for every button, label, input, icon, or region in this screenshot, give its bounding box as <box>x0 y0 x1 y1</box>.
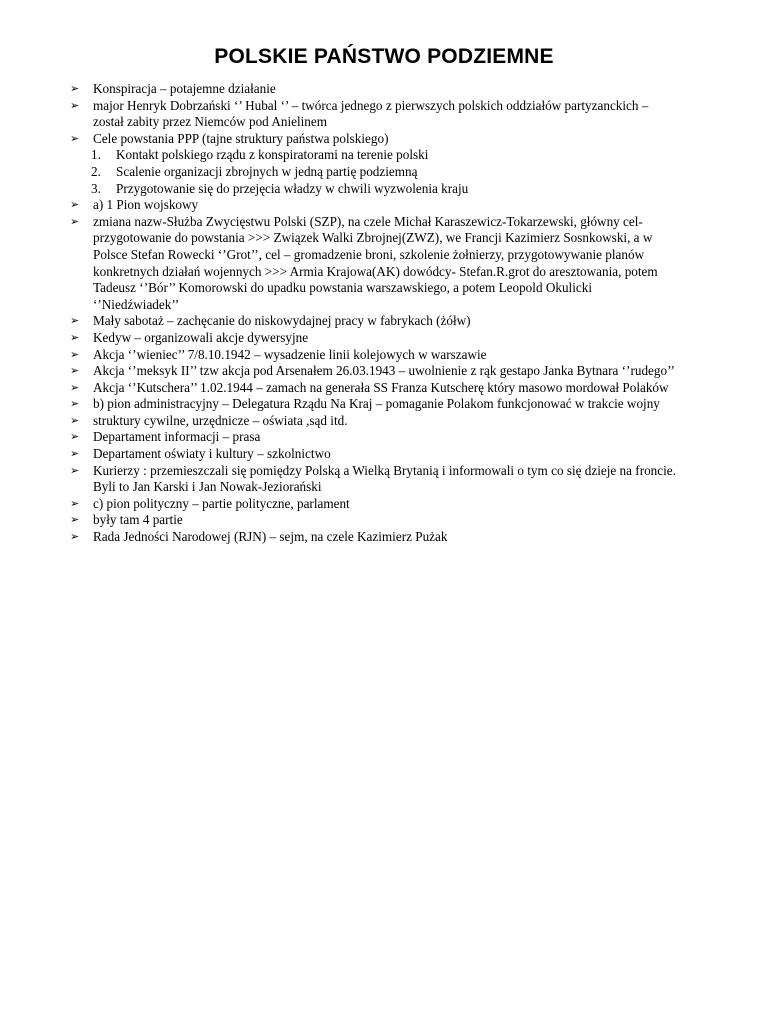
bullet-list-item <box>70 413 740 430</box>
arrowhead-bullet-icon: ➢ <box>70 330 80 344</box>
list-item-text-line: Byli to Jan Karski i Jan Nowak-Jeziorański <box>93 479 322 495</box>
bullet-list-item <box>70 380 740 397</box>
list-item-text-line: Cele powstania PPP (tajne struktury państwa polskiego) <box>93 130 389 146</box>
list-item-text-line: zmiana nazw-Służba Zwycięstwu Polski (SZP), na czele Michał Karaszewicz-Tokarzewski, główny cel- <box>93 213 643 229</box>
list-number: 1. <box>91 147 101 163</box>
list-item-text-line: struktury cywilne, urzędnicze – oświata ,sąd itd. <box>93 412 348 428</box>
list-item-text-line: Konspiracja – potajemne działanie <box>93 81 276 96</box>
arrowhead-bullet-icon: ➢ <box>70 82 80 95</box>
bullet-list-item <box>70 429 740 446</box>
list-item-text-line: konkretnych działań wojennych >>> Armia Krajowa(AK) dowódcy- Stefan.R.grot do aresztowania, potem <box>93 263 658 279</box>
list-item-text-line: Departament informacji – prasa <box>93 429 261 445</box>
list-item-text-line: Przygotowanie się do przejęcia władzy w chwili wyzwolenia kraju <box>116 180 469 196</box>
bullet-list-item <box>70 214 740 314</box>
arrowhead-bullet-icon: ➢ <box>70 380 80 394</box>
bullet-list-item <box>70 396 740 413</box>
arrowhead-bullet-icon: ➢ <box>70 430 80 444</box>
list-item-text-line: Polsce Stefan Rowecki ‘’Grot’’, cel – gromadzenie broni, szkolenie żołnierzy, przygotowywanie planów <box>93 246 645 262</box>
bullet-list-item <box>70 496 740 513</box>
bullet-list-item <box>70 98 740 131</box>
list-item-text-line: Akcja ‘’wieniec’’ 7/8.10.1942 – wysadzenie linii kolejowych w warszawie <box>93 346 487 362</box>
arrowhead-bullet-icon: ➢ <box>70 364 80 378</box>
arrowhead-bullet-icon: ➢ <box>70 397 80 411</box>
list-item-text-line: Akcja ‘’Kutschera’’ 1.02.1944 – zamach na generała SS Franza Kutscherę który masowo mordował Polaków <box>93 379 669 395</box>
list-item-text-line: Kurierzy : przemieszczali się pomiędzy Polską a Wielką Brytanią i informowali o tym co się dzieje na froncie. <box>93 462 676 478</box>
list-item-text-line: przygotowanie do powstania >>> Związek Walki Zbrojnej(ZWZ), we Francji Kazimierz Sosnkowski, a w <box>93 230 653 246</box>
notes-list <box>70 81 740 546</box>
bullet-list-item <box>70 330 740 347</box>
arrowhead-bullet-icon: ➢ <box>70 131 80 145</box>
numbered-list-item <box>70 181 740 198</box>
list-item-text-line: Departament oświaty i kultury – szkolnictwo <box>93 446 331 462</box>
list-item-text-line: ‘’Niedźwiadek’’ <box>93 296 180 312</box>
list-item-text-line: został zabity przez Niemców pod Anielinem <box>93 114 328 130</box>
arrowhead-bullet-icon: ➢ <box>70 463 80 477</box>
arrowhead-bullet-icon: ➢ <box>70 413 80 427</box>
arrowhead-bullet-icon: ➢ <box>70 314 80 328</box>
arrowhead-bullet-icon: ➢ <box>70 530 80 544</box>
list-item-text-line: Akcja ‘’meksyk II’’ tzw akcja pod Arsenałem 26.03.1943 – uwolnienie z rąk gestapo Janka Bytnara ‘’rudego’’ <box>93 363 675 379</box>
bullet-list-item <box>70 197 740 214</box>
list-item-text-line: Kedyw – organizowali akcje dywersyjne <box>93 329 309 345</box>
list-item-text-line: b) pion administracyjny – Delegatura Rządu Na Kraj – pomaganie Polakom funkcjonować w trakcie wojny <box>93 396 660 412</box>
bullet-list-item <box>70 363 740 380</box>
arrowhead-bullet-icon: ➢ <box>70 496 80 510</box>
arrowhead-bullet-icon: ➢ <box>70 214 80 228</box>
bullet-list-item <box>70 81 740 98</box>
arrowhead-bullet-icon: ➢ <box>70 198 80 212</box>
list-number: 2. <box>91 163 101 179</box>
numbered-list-item <box>70 164 740 181</box>
arrowhead-bullet-icon: ➢ <box>70 447 80 461</box>
bullet-list-item <box>70 512 740 529</box>
list-item-text-line: a) 1 Pion wojskowy <box>93 197 199 213</box>
list-number: 3. <box>91 180 101 196</box>
bullet-list-item <box>70 131 740 148</box>
bullet-list-item <box>70 463 740 496</box>
list-item-text-line: Kontakt polskiego rządu z konspiratorami na terenie polski <box>116 147 429 163</box>
list-item-text-line: były tam 4 partie <box>93 512 183 528</box>
list-item-text-line: Mały sabotaż – zachęcanie do niskowydajnej pracy w fabrykach (żółw) <box>93 313 471 329</box>
bullet-list-item <box>70 313 740 330</box>
bullet-list-item <box>70 529 740 546</box>
arrowhead-bullet-icon: ➢ <box>70 347 80 361</box>
arrowhead-bullet-icon: ➢ <box>70 513 80 527</box>
bullet-list-item <box>70 347 740 364</box>
list-item-text-line: major Henryk Dobrzański ‘’ Hubal ‘’ – twórca jednego z pierwszych polskich oddziałów partyzanckich – <box>93 97 649 113</box>
arrowhead-bullet-icon: ➢ <box>70 98 80 112</box>
list-item-text-line: Rada Jedności Narodowej (RJN) – sejm, na czele Kazimierz Pużak <box>93 529 448 545</box>
list-item-text-line: Scalenie organizacji zbrojnych w jedną partię podziemną <box>116 163 418 179</box>
bullet-list-item <box>70 446 740 463</box>
list-item-text-line: c) pion polityczny – partie polityczne, parlament <box>93 495 350 511</box>
list-item-text-line: Tadeusz ‘’Bór’’ Komorowski do upadku powstania warszawskiego, a potem Leopold Okulicki <box>93 280 592 296</box>
document-title: POLSKIE PAŃSTWO PODZIEMNE <box>214 45 554 68</box>
numbered-list-item <box>70 147 740 164</box>
